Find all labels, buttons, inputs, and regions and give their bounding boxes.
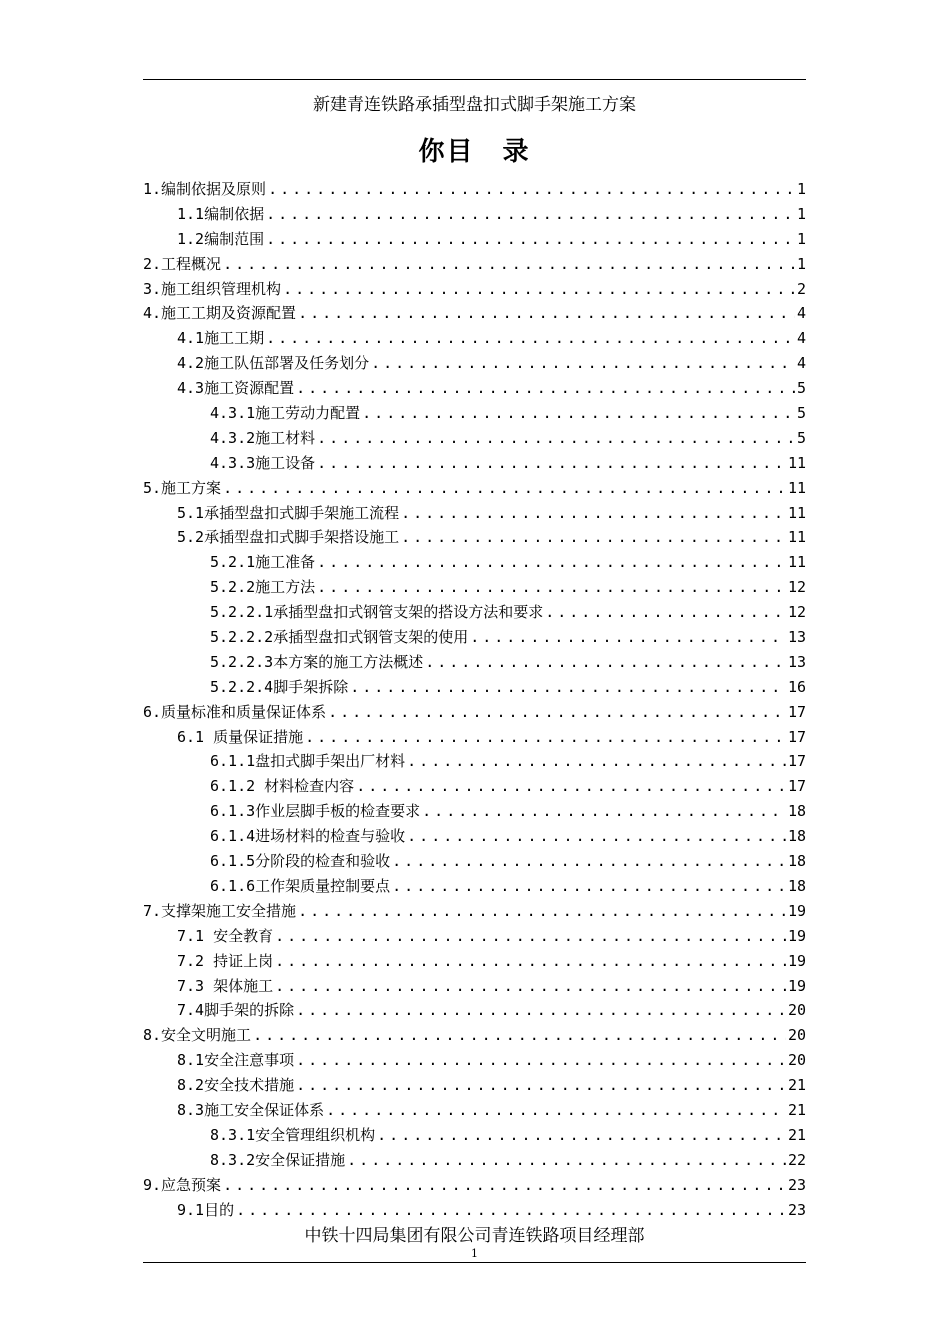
toc-entry[interactable] [143,575,806,600]
toc-entry[interactable] [143,600,806,625]
toc-entry-page: 13 [787,628,806,647]
toc-entry-page: 19 [787,976,806,995]
toc-dot-leader [275,924,786,949]
toc-entry-page: 17 [787,752,806,771]
toc-dot-leader [317,426,795,451]
toc-entry-page: 12 [787,603,806,622]
toc-entry-page: 4 [796,329,806,348]
toc-entry-label: 7.支撑架施工安全措施 [143,901,297,920]
page-number: 1 [471,1247,478,1260]
toc-dot-leader [266,202,795,227]
toc-entry-page: 23 [787,1200,806,1219]
toc-entry-page: 5 [796,428,806,447]
toc-entry-label: 4.2施工队伍部署及任务划分 [177,354,370,373]
toc-dot-leader [350,675,786,700]
toc-entry-page: 4 [796,354,806,373]
toc-entry-label: 1.2编制范围 [177,229,265,248]
toc-entry-page: 18 [787,802,806,821]
toc-entry[interactable] [143,351,806,376]
toc-entry-label: 8.3.1安全管理组织机构 [210,1125,376,1144]
toc-entry-page: 16 [787,677,806,696]
toc-entry-label: 8.安全文明施工 [143,1026,252,1045]
toc-entry-page: 20 [787,1026,806,1045]
toc-dot-leader [401,501,786,526]
toc-dot-leader [223,252,795,277]
toc-dot-leader [392,874,786,899]
toc-entry-page: 20 [787,1001,806,1020]
toc-entry-label: 5.2.2.1承插型盘扣式钢管支架的搭设方法和要求 [210,603,544,622]
toc-entry-page: 18 [787,827,806,846]
toc-entry[interactable] [143,277,806,302]
toc-entry-label: 6.质量标准和质量保证体系 [143,702,327,721]
toc-entry-label: 5.1承插型盘扣式脚手架施工流程 [177,503,400,522]
toc-entry[interactable] [143,949,806,974]
toc-entry[interactable] [143,749,806,774]
toc-entry[interactable] [143,1173,806,1198]
toc-entry-page: 19 [787,926,806,945]
toc-dot-leader [317,575,786,600]
toc-entry-label: 8.3施工安全保证体系 [177,1100,325,1119]
toc-entry-label: 2.工程概况 [143,254,222,273]
toc-entry[interactable] [143,824,806,849]
toc-entry-label: 7.1 安全教育 [177,926,274,945]
toc-dot-leader [317,451,786,476]
running-footer: 中铁十四局集团有限公司青连铁路项目经理部 [304,1226,645,1246]
toc-entry-label: 7.3 架体施工 [177,976,274,995]
toc-entry[interactable] [143,700,806,725]
toc-dot-leader [266,227,795,252]
toc-entry-page: 17 [787,727,806,746]
toc-entry-label: 1.编制依据及原则 [143,180,267,198]
toc-entry-page: 21 [787,1076,806,1095]
toc-dot-leader [425,650,786,675]
toc-entry[interactable] [143,874,806,899]
toc-entry-label: 9.应急预案 [143,1175,222,1194]
toc-dot-leader [371,351,795,376]
toc-dot-leader [545,600,786,625]
toc-entry[interactable] [143,301,806,326]
toc-entry[interactable] [143,177,806,202]
toc-entry-label: 5.2.2施工方法 [210,578,316,597]
toc-entry-label: 4.3.1施工劳动力配置 [210,404,361,423]
toc-entry-page: 20 [787,1051,806,1070]
toc-entry-page: 11 [787,453,806,472]
toc-entry-page: 21 [787,1100,806,1119]
toc-entry-label: 6.1.3作业层脚手板的检查要求 [210,802,421,821]
toc-entry-label: 7.4脚手架的拆除 [177,1001,295,1020]
toc-dot-leader [407,749,786,774]
toc-entry[interactable] [143,1098,806,1123]
toc-entry-label: 9.1目的 [177,1200,235,1219]
toc-entry-label: 6.1.4进场材料的检查与验收 [210,827,406,846]
toc-entry[interactable] [143,1048,806,1073]
toc-entry-label: 1.1编制依据 [177,204,265,223]
toc-entry-page: 2 [796,279,806,298]
toc-entry-label: 6.1 质量保证措施 [177,727,304,746]
toc-entry-page: 18 [787,852,806,871]
toc-entry[interactable] [143,227,806,252]
toc-entry-page: 5 [796,404,806,423]
toc-entry-label: 6.1.6工作架质量控制要点 [210,876,391,895]
toc-entry-label: 4.施工工期及资源配置 [143,304,297,323]
toc-dot-leader [296,1073,786,1098]
toc-entry-page: 11 [787,478,806,497]
toc-dot-leader [422,799,786,824]
toc-dot-leader [296,1048,786,1073]
toc-entry[interactable] [143,326,806,351]
toc-dot-leader [253,1023,786,1048]
toc-dot-leader [377,1123,786,1148]
toc-entry[interactable] [143,376,806,401]
toc-entry-page: 23 [787,1175,806,1194]
toc-entry-page: 18 [787,876,806,895]
toc-entry-page: 1 [796,254,806,273]
toc-entry[interactable] [143,401,806,426]
toc-entry-page: 19 [787,901,806,920]
running-header: 新建青连铁路承插型盘扣式脚手架施工方案 [313,95,636,115]
toc-entry-page: 22 [787,1150,806,1169]
toc-entry[interactable] [143,426,806,451]
toc-entry[interactable] [143,525,806,550]
toc-entry[interactable] [143,476,806,501]
toc-dot-leader [317,550,786,575]
toc-entry-page: 5 [796,379,806,398]
toc-entry-label: 5.2承插型盘扣式脚手架搭设施工 [177,528,400,547]
toc-entry-page: 11 [787,528,806,547]
toc-entry[interactable] [143,1198,806,1223]
toc-dot-leader [407,824,786,849]
toc-entry[interactable] [143,550,806,575]
toc-dot-leader [401,525,786,550]
toc-entry-page: 1 [796,180,806,198]
toc-dot-leader [268,177,795,202]
toc-entry-label: 5.2.1施工准备 [210,553,316,572]
toc-entry-label: 4.3施工资源配置 [177,379,295,398]
toc-entry-page: 1 [796,229,806,248]
toc-entry[interactable] [143,1073,806,1098]
toc-entry[interactable] [143,625,806,650]
toc-dot-leader [296,376,795,401]
toc-dot-leader [236,1198,786,1223]
toc-dot-leader [347,1148,786,1173]
toc-dot-leader [356,774,786,799]
toc-entry-page: 21 [787,1125,806,1144]
toc-entry-label: 5.2.2.2承插型盘扣式钢管支架的使用 [210,628,469,647]
toc-entry-page: 12 [787,578,806,597]
toc-dot-leader [223,1173,786,1198]
header-rule [143,79,806,80]
toc-dot-leader [362,401,795,426]
toc-entry-label: 4.3.3施工设备 [210,453,316,472]
toc-entry-label: 6.1.5分阶段的检查和验收 [210,852,391,871]
toc-entry-page: 17 [787,777,806,796]
toc-entry[interactable] [143,451,806,476]
toc-entry[interactable] [143,998,806,1023]
toc-entry[interactable] [143,799,806,824]
toc-dot-leader [298,301,795,326]
toc-entry[interactable] [143,725,806,750]
toc-entry-label: 4.3.2施工材料 [210,428,316,447]
toc-entry-page: 17 [787,702,806,721]
toc-entry[interactable] [143,1123,806,1148]
toc-dot-leader [392,849,786,874]
toc-dot-leader [328,700,786,725]
toc-dot-leader [470,625,786,650]
toc-dot-leader [296,998,786,1023]
toc-entry-label: 5.2.2.4脚手架拆除 [210,677,349,696]
toc-entry[interactable] [143,252,806,277]
toc-entry-label: 3.施工组织管理机构 [143,279,282,298]
toc-entry[interactable] [143,1023,806,1048]
toc-entry[interactable] [143,501,806,526]
toc-entry[interactable] [143,974,806,999]
toc-dot-leader [305,725,786,750]
toc-entry-label: 4.1施工工期 [177,329,265,348]
toc-dot-leader [266,326,795,351]
toc-entry-label: 6.1.2 材料检查内容 [210,777,355,796]
toc-dot-leader [275,949,786,974]
toc-entry[interactable] [143,650,806,675]
toc-entry-label: 8.3.2安全保证措施 [210,1150,346,1169]
toc-title: 你目 录 [418,137,531,167]
toc-entry-label: 5.2.2.3本方案的施工方法概述 [210,652,424,671]
toc-dot-leader [326,1098,786,1123]
toc-entry-page: 11 [787,553,806,572]
toc-entry[interactable] [143,924,806,949]
toc-entry-label: 6.1.1盘扣式脚手架出厂材料 [210,752,406,771]
toc-entry-label: 7.2 持证上岗 [177,951,274,970]
toc-entry-page: 13 [787,652,806,671]
toc-entry-page: 19 [787,951,806,970]
table-of-contents [143,177,806,1222]
toc-dot-leader [283,277,795,302]
toc-entry[interactable] [143,849,806,874]
toc-entry-label: 8.1安全注意事项 [177,1051,295,1070]
toc-entry[interactable] [143,202,806,227]
footer-rule [143,1262,806,1263]
toc-entry-label: 5.施工方案 [143,478,222,497]
toc-dot-leader [298,899,786,924]
toc-entry-label: 8.2安全技术措施 [177,1076,295,1095]
toc-entry[interactable] [143,675,806,700]
toc-dot-leader [223,476,786,501]
toc-dot-leader [275,974,786,999]
toc-entry-page: 4 [796,304,806,323]
toc-entry[interactable] [143,1148,806,1173]
toc-entry-page: 1 [796,204,806,223]
toc-entry-page: 11 [787,503,806,522]
toc-entry[interactable] [143,899,806,924]
toc-entry[interactable] [143,774,806,799]
